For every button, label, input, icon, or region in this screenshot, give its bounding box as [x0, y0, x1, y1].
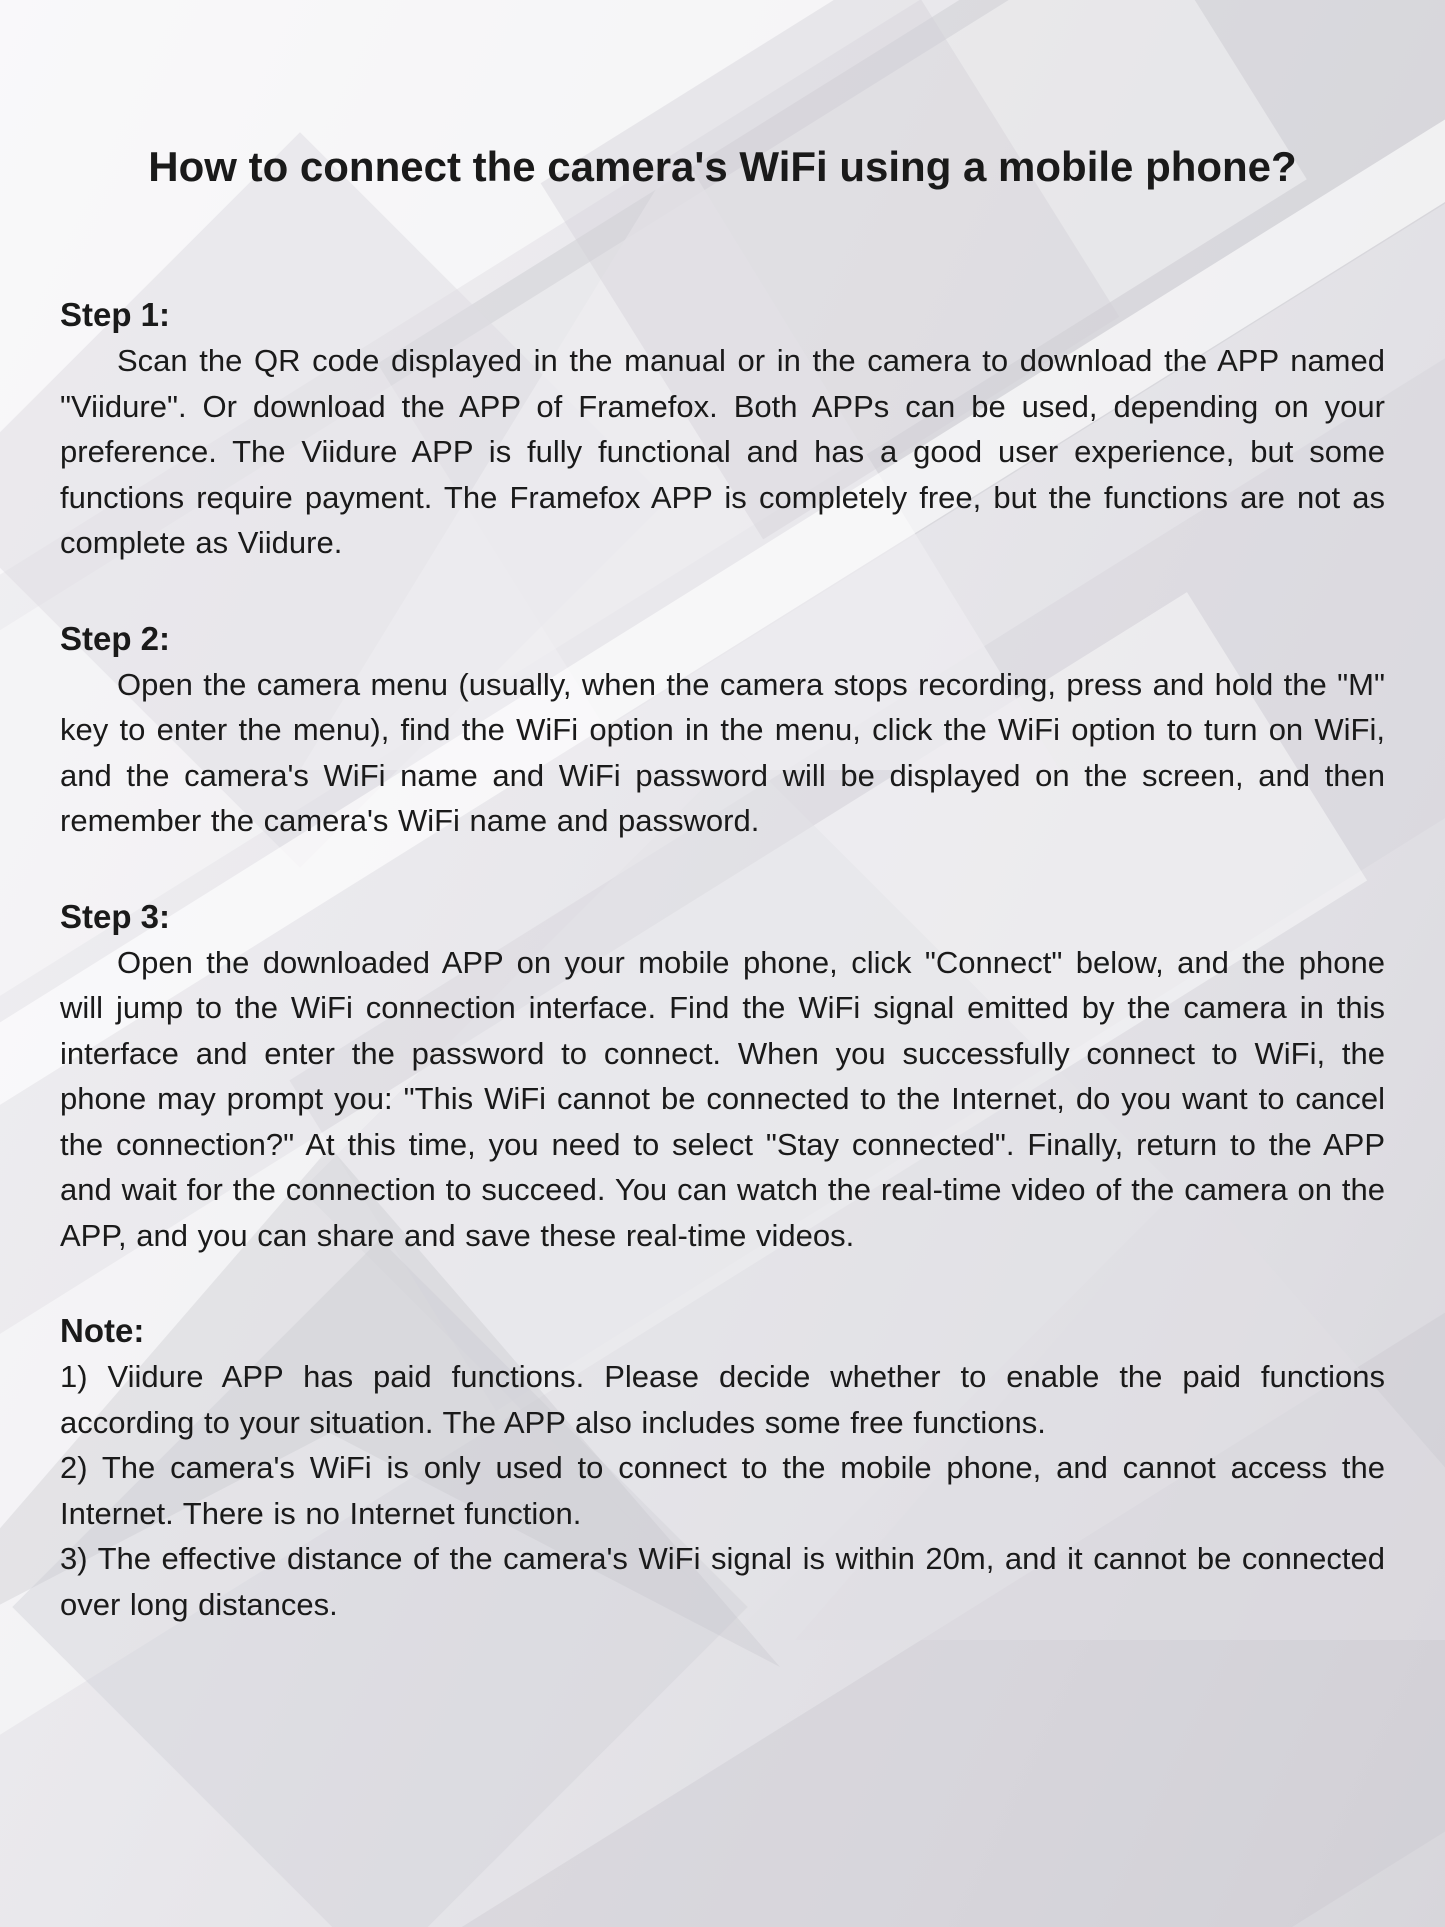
section-step-1 [60, 292, 1385, 566]
step-3-heading: Step 3: [60, 897, 171, 935]
step-3-paragraph: Open the downloaded APP on your mobile phone, click "Connect" below, and the phone will jump to the WiFi connection interface. Find the WiFi signal emitted by the camera in this interface and enter the password to connect. When you successfully connect to WiFi, the phone may prompt you: "This WiFi cannot be connected to the Internet, do you want to cancel the connection?" At this time, you need to select "Stay connected". Finally, return to the APP and wait for the connection to succeed. You can watch the real-time video of the camera on the APP, and you can share and save these real-time videos. [60, 944, 1385, 1253]
section-step-3 [60, 894, 1385, 1259]
note-heading: Note: [60, 1312, 145, 1349]
note-item-3: 3) The effective distance of the camera's WiFi signal is within 20m, and it cannot be connected over long distances. [60, 1541, 1385, 1622]
step-2-paragraph: Open the camera menu (usually, when the camera stops recording, press and hold the "M" key to enter the menu), find the WiFi option in the menu, click the WiFi option to turn on WiFi, and the camera's WiFi name and WiFi password will be displayed on the screen, and then remember the camera's WiFi name and password. [60, 666, 1385, 838]
step-1-paragraph: Scan the QR code displayed in the manual or in the camera to download the APP named "Viidure". Or download the APP of Framefox. Both APPs can be used, depending on your preference. The Viidure APP is fully functional and has a good user experience, but some functions require payment. The Framefox APP is completely free, but the functions are not as complete as Viidure. [60, 343, 1385, 560]
page-title: How to connect the camera's WiFi using a mobile phone? [148, 143, 1297, 190]
section-step-2 [60, 616, 1385, 844]
note-item-1: 1) Viidure APP has paid functions. Please decide whether to enable the paid functions according to your situation. The APP also includes some free functions. [60, 1359, 1385, 1440]
step-1-heading: Step 1: [60, 296, 171, 333]
note-item-2: 2) The camera's WiFi is only used to connect to the mobile phone, and cannot access the Internet. There is no Internet function. [60, 1450, 1385, 1531]
section-note [60, 1308, 1385, 1627]
step-2-heading: Step 2: [60, 619, 171, 657]
